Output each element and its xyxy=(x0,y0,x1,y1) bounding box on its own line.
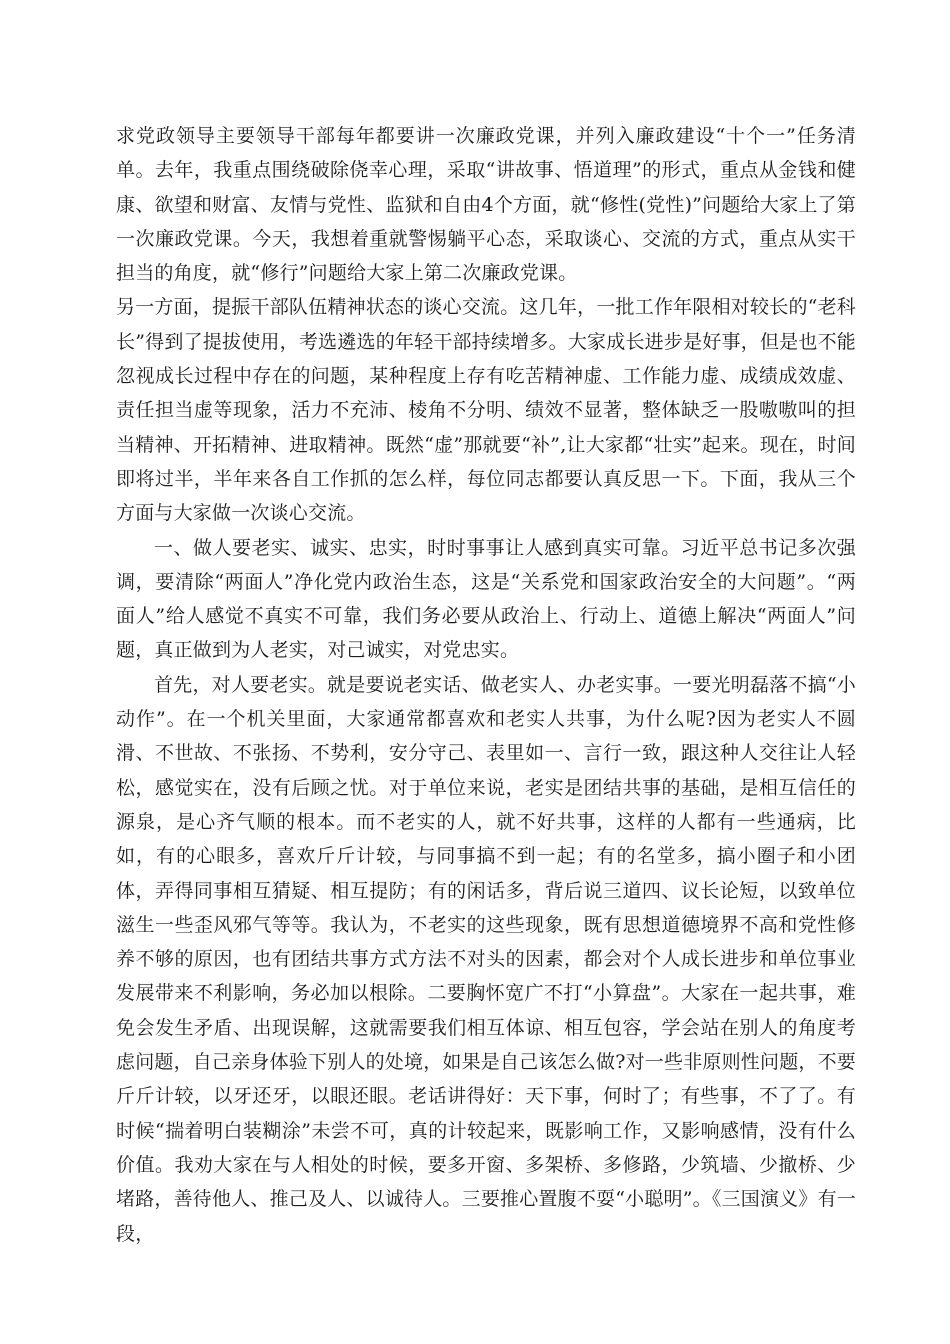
paragraph-2: 另一方面，提振干部队伍精神状态的谈心交流。这几年，一批工作年限相对较长的“老科长”得到了提拔使用，考选遴选的年轻干部持续增多。大家成长进步是好事，但是也不能忽视成长过程中存在的问题，某种程度上存有吃苦精神虚、工作能力虚、成绩成效虚、责任担当虚等现象，活力不充沛、棱角不分明、绩效不显著，整体缺乏一股嗷嗷叫的担当精神、开拓精神、进取精神。既然“虚”那就要“补”,让大家都“壮实”起来。现在，时间即将过半，半年来各自工作抓的怎么样，每位同志都要认真反思一下。下面，我从三个方面与大家做一次谈心交流。 xyxy=(116,296,856,525)
paragraph-1: 求党政领导主要领导干部每年都要讲一次廉政党课，并列入廉政建设“十个一”任务清单。去年，我重点围绕破除侥幸心理，采取“讲故事、悟道理”的形式，重点从金钱和健康、欲望和财富、友情与党性、监狱和自由4个方面，就“修性(党性)”问题给大家上了第一次廉政党课。今天，我想着重就警惕躺平心态，采取谈心、交流的方式，重点从实干担当的角度，就“修行”问题给大家上第二次廉政党课。 xyxy=(116,125,856,285)
paragraph-4: 首先，对人要老实。就是要说老实话、做老实人、办老实事。一要光明磊落不搞“小动作”。在一个机关里面，大家通常都喜欢和老实人共事，为什么呢?因为老实人不圆滑、不世故、不张扬、不势利，安分守己、表里如一、言行一致，跟这种人交往让人轻松，感觉实在，没有后顾之忧。对于单位来说，老实是团结共事的基础，是相互信任的源泉，是心齐气顺的根本。而不老实的人，就不好共事，这样的人都有一些通病，比如，有的心眼多，喜欢斤斤计较，与同事搞不到一起；有的名堂多，搞小圈子和小团体，弄得同事相互猜疑、相互提防；有的闲话多，背后说三道四、议长论短，以致单位滋生一些歪风邪气等等。我认为，不老实的这些现象，既有思想道德境界不高和党性修养不够的原因，也有团结共事方式方法不对头的因素，都会对个人成长进步和单位事业发展带来不利影响，务必加以根除。二要胸怀宽广不打“小算盘”。大家在一起共事，难免会发生矛盾、出现误解，这就需要我们相互体谅、相互包容，学会站在别人的角度考虑问题，自己亲身体验下别人的处境，如果是自己该怎么做?对一些非原则性问题，不要斤斤计较，以牙还牙，以眼还眼。老话讲得好：天下事，何时了；有些事，不了了。有时候“揣着明白装糊涂”未尝不可，真的计较起来，既影响工作，又影响感情，没有什么价值。我劝大家在与人相处的时候，要多开窗、多架桥、多修路，少筑墙、少撤桥、少堵路，善待他人、推己及人、以诚待人。三要推心置腹不耍“小聪明”。《三国演义》有一段， xyxy=(116,673,856,1245)
document-body xyxy=(116,119,856,1251)
paragraph-3: 一、做人要老实、诚实、忠实，时时事事让人感到真实可靠。习近平总书记多次强调，要清除“两面人”净化党内政治生态，这是“关系党和国家政治安全的大问题”。“两面人”给人感觉不真实不可靠，我们务必要从政治上、行动上、道德上解决“两面人”问题，真正做到为人老实，对己诚实，对党忠实。 xyxy=(116,536,856,662)
